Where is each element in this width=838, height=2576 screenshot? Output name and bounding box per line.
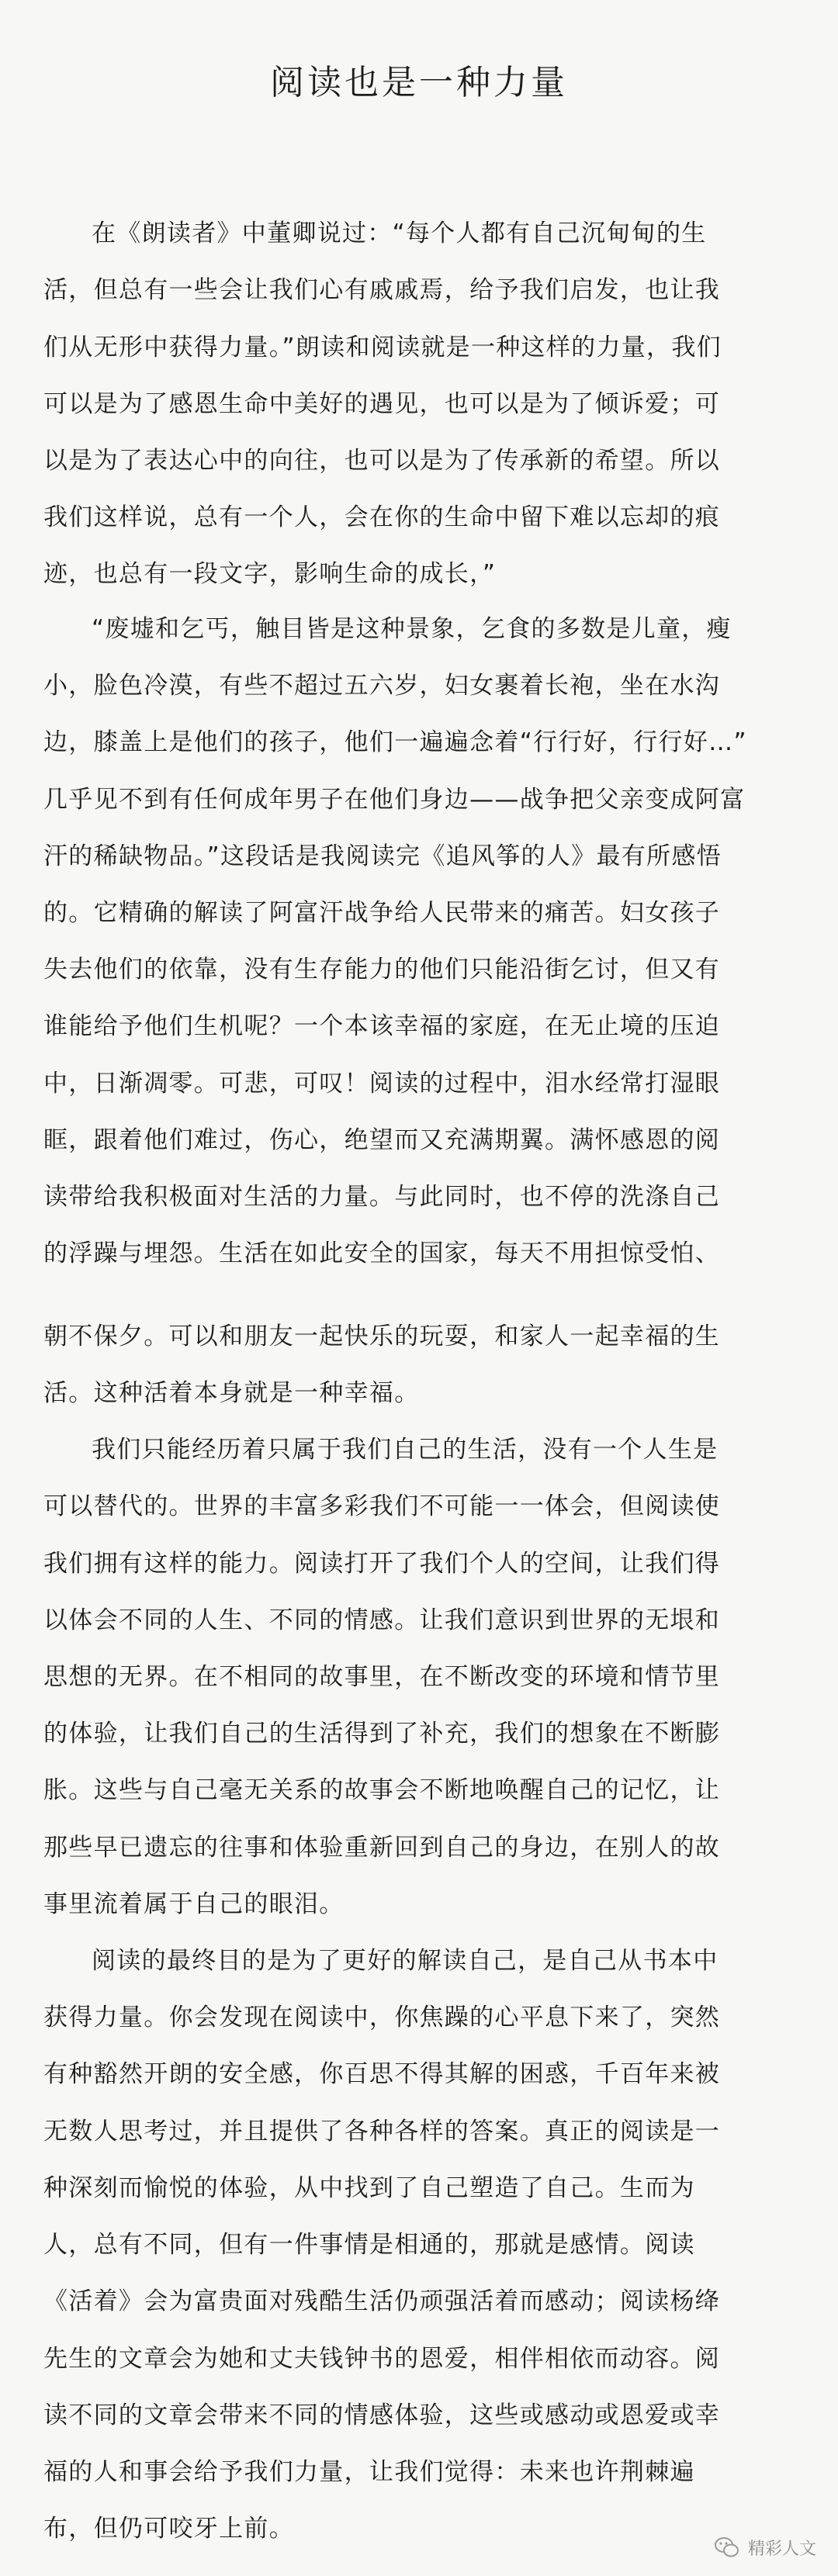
text-line: 布，但仍可咬牙上前。 (43, 2515, 294, 2543)
text-line: 我们只能经历着只属于我们自己的生活，没有一个人生是 (92, 1436, 719, 1464)
text-line: 那些早已遗忘的往事和体验重新回到自己的身边，在别人的故 (43, 1834, 721, 1862)
page-title: 阅读也是一种力量 (270, 63, 568, 102)
text-line: 阅读的最终目的是为了更好的解读自己，是自己从书本中 (92, 1947, 719, 1975)
text-line: 迹，也总有一段文字，影响生命的成长，” (43, 560, 497, 588)
text-line: 《活着》会为富贵面对残酷生活仍顽强活着而感动；阅读杨绛 (43, 2287, 721, 2315)
text-line: 汗的稀缺物品。”这段话是我阅读完《追风筝的人》最有所感悟 (43, 842, 722, 870)
text-line: 眶，跟着他们难过，伤心，绝望而又充满期翼。满怀感恩的阅 (43, 1126, 721, 1154)
text-line: 无数人思考过，并且提供了各种各样的答案。真正的阅读是一 (43, 2118, 721, 2146)
text-line: 以体会不同的人生、不同的情感。让我们意识到世界的无垠和 (43, 1606, 721, 1634)
text-line: 获得力量。你会发现在阅读中，你焦躁的心平息下来了，突然 (43, 2004, 721, 2031)
text-line: 我们这样说，总有一个人，会在你的生命中留下难以忘却的痕 (43, 503, 721, 531)
text-line: “废墟和乞丐，触目皆是这种景象，乞食的多数是儿童，瘦 (92, 615, 732, 643)
text-line: 思想的无界。在不相同的故事里，在不断改变的环境和情节里 (43, 1663, 721, 1691)
text-line: 谁能给予他们生机呢？一个本该幸福的家庭，在无止境的压迫 (43, 1012, 721, 1040)
text-line: 种深刻而愉悦的体验，从中找到了自己塑造了自己。生而为 (43, 2174, 695, 2202)
wechat-bubble-icon (714, 2534, 740, 2560)
text-line: 可以替代的。世界的丰富多彩我们不可能一一体会，但阅读使 (43, 1492, 721, 1520)
text-line: 们从无形中获得力量。”朗读和阅读就是一种这样的力量，我们 (43, 334, 722, 361)
text-line: 活，但总有一些会让我们心有戚戚焉，给予我们启发，也让我 (43, 276, 721, 304)
text-line: 边，膝盖上是他们的孩子，他们一遍遍念着“行行好，行行好…” (43, 728, 747, 756)
text-line: 事里流着属于自己的眼泪。 (43, 1890, 345, 1918)
text-line: 中，日渐凋零。可悲，可叹！阅读的过程中，泪水经常打湿眼 (43, 1070, 721, 1098)
text-line: 福的人和事会给予我们力量，让我们觉得：未来也许荆棘遍 (43, 2458, 695, 2486)
text-line: 几乎见不到有任何成年男子在他们身边——战争把父亲变成阿富 (43, 786, 746, 814)
text-line: 读不同的文章会带来不同的情感体验，这些或感动或恩爱或幸 (43, 2401, 721, 2429)
text-line: 人，总有不同，但有一件事情是相通的，那就是感情。阅读 (43, 2231, 695, 2259)
watermark (714, 2534, 816, 2560)
text-line: 可以是为了感恩生命中美好的遇见，也可以是为了倾诉爱；可 (43, 390, 721, 418)
text-line: 我们拥有这样的能力。阅读打开了我们个人的空间，让我们得 (43, 1550, 721, 1578)
text-line: 在《朗读者》中董卿说过：“每个人都有自己沉甸甸的生 (92, 220, 707, 247)
text-line: 小，脸色冷漠，有些不超过五六岁，妇女裹着长袍，坐在水沟 (43, 672, 721, 700)
text-line: 有种豁然开朗的安全感，你百思不得其解的困惑，千百年来被 (43, 2060, 721, 2088)
text-line: 的浮躁与埋怨。生活在如此安全的国家，每天不用担惊受怕、 (43, 1240, 721, 1267)
text-line: 胀。这些与自己毫无关系的故事会不断地唤醒自己的记忆，让 (43, 1776, 721, 1804)
text-line: 以是为了表达心中的向往，也可以是为了传承新的希望。所以 (43, 447, 721, 475)
watermark-text: 精彩人文 (747, 2539, 816, 2559)
text-line: 活。这种活着本身就是一种幸福。 (43, 1379, 420, 1407)
text-line: 的。它精确的解读了阿富汗战争给人民带来的痛苦。妇女孩子 (43, 899, 721, 927)
text-line: 的体验，让我们自己的生活得到了补充，我们的想象在不断膨 (43, 1720, 721, 1748)
text-line: 先生的文章会为她和丈夫钱钟书的恩爱，相伴相依而动容。阅 (43, 2345, 721, 2373)
text-line: 失去他们的依靠，没有生存能力的他们只能沿街乞讨，但又有 (43, 956, 721, 984)
text-line: 读带给我积极面对生活的力量。与此同时，也不停的洗涤自己 (43, 1183, 721, 1211)
text-line: 朝不保夕。可以和朋友一起快乐的玩耍，和家人一起幸福的生 (43, 1323, 721, 1350)
